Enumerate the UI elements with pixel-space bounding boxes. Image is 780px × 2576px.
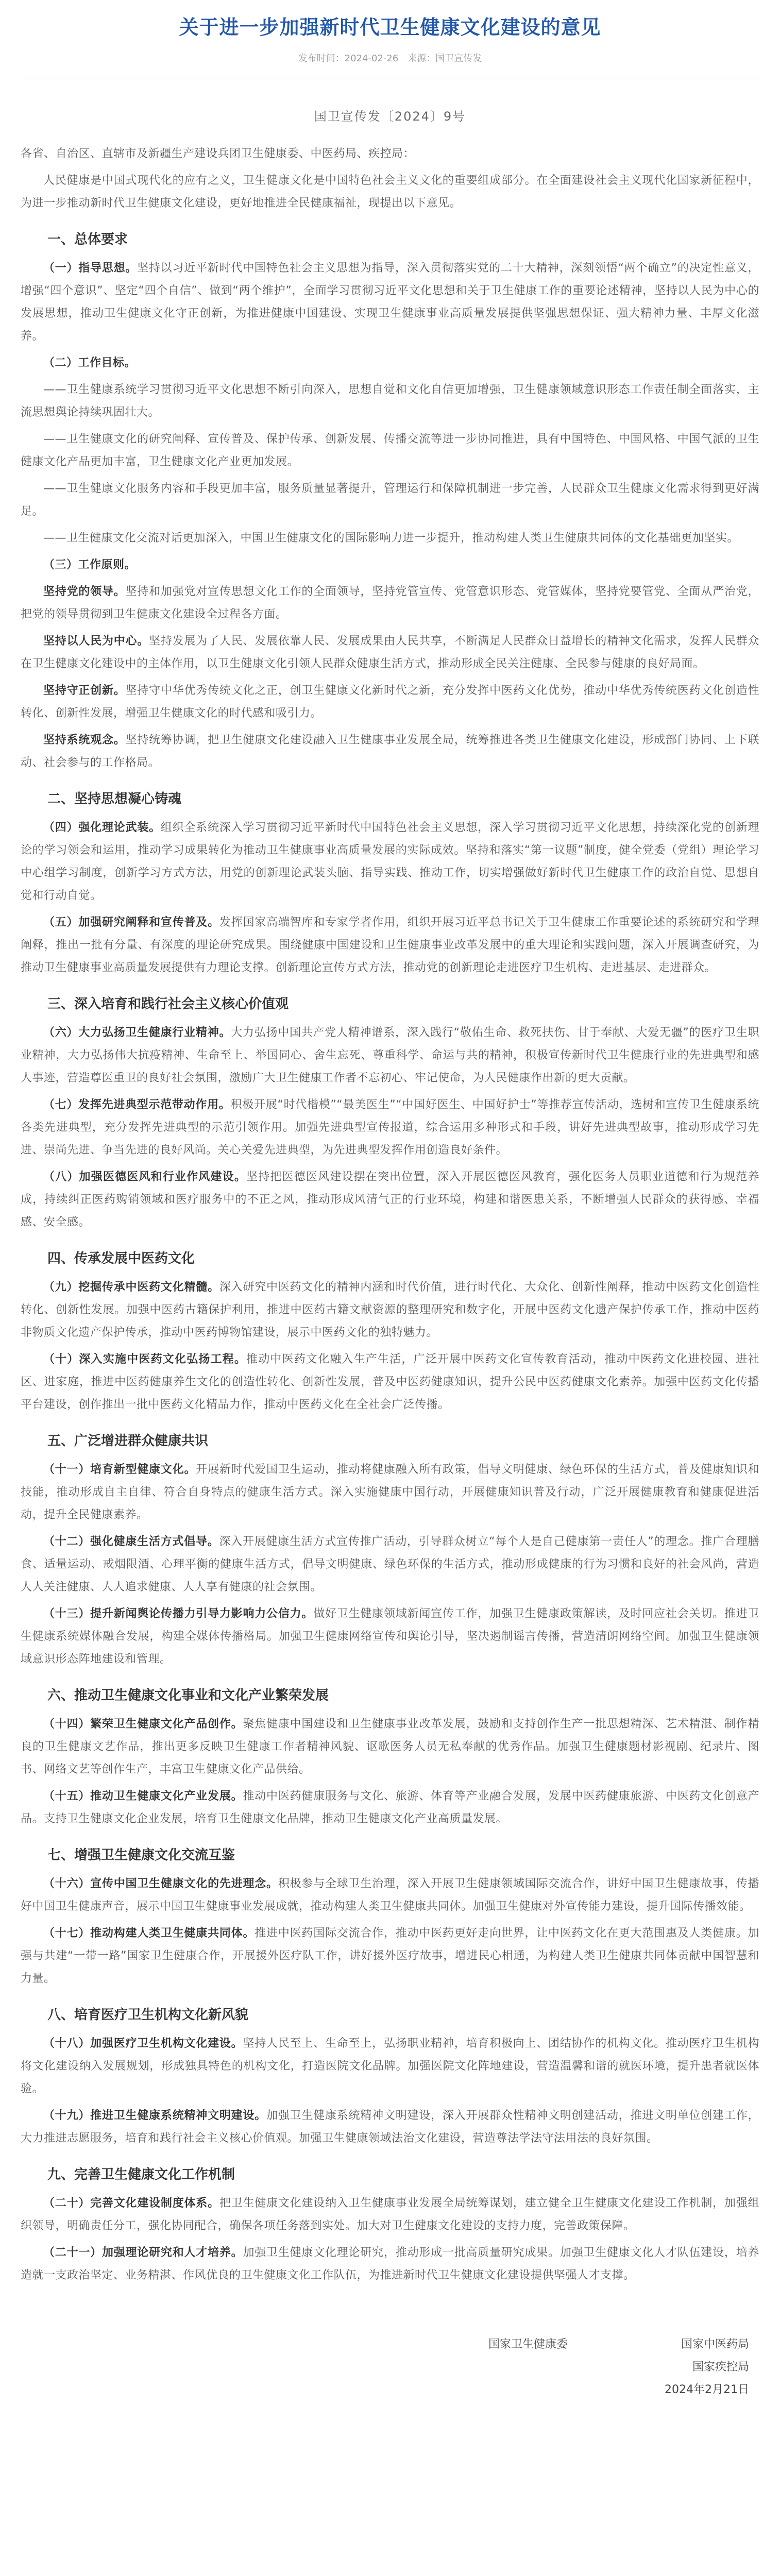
- paragraph-text: 组织全系统深入学习贯彻习近平新时代中国特色社会主义思想，深入学习贯彻习近平文化思想，持续深化党的创新理论的学习领会和运用，推动学习成果转化为推动卫生健康事业高质量发展的实际成效。坚持和落实“第一议题”制度，健全党委（党组）理论学习中心组学习制度，创新学习方式方法，用党的创新理论武装头脑、指导实践、推动工作，切实增强做好新时代卫生健康工作的政治自觉、思想自觉和行动自觉。: [21, 821, 759, 902]
- paragraph: [21, 478, 759, 523]
- section-heading: 九、完善卫生健康文化工作机制: [47, 2167, 235, 2182]
- paragraph: [21, 2032, 759, 2100]
- paragraph: [21, 729, 759, 774]
- paragraph: [21, 1022, 759, 1090]
- paragraph-lead: （十三）提升新闻舆论传播力引导力影响力公信力。: [43, 1607, 314, 1620]
- paragraph-text: 深入研究中医药文化的精神内涵和时代价值，进行时代化、大众化、创新性阐释，推动中医药文化创造性转化、创新性发展。加强中医药古籍保护利用，推进中医药古籍文献资源的整理研究和数字化，开展中医药文化遗产保护传承工作，推动中医药非物质文化遗产保护传承，推动中医药博物馆建设，展示中医药文化的独特魅力。: [21, 1281, 759, 1339]
- paragraph-lead: （十）深入实施中医药文化弘扬工程。: [43, 1353, 247, 1366]
- paragraph-text: 大力弘扬中国共产党人精神谱系，深入践行“敬佑生命、救死扶伤、甘于奉献、大爱无疆”的医疗卫生职业精神，大力弘扬伟大抗疫精神、生命至上、举国同心、舍生忘死、尊重科学、命运与共的精神，积极宣传新时代卫生健康行业的先进典型和感人事迹，营造尊医重卫的良好社会氛围，激励广大卫生健康工作者不忘初心、牢记使命，为人民健康作出新的更大贡献。: [21, 1026, 759, 1084]
- article-body: [21, 143, 759, 2287]
- section-heading: 二、坚持思想凝心铸魂: [47, 791, 182, 807]
- paragraph: [21, 143, 759, 165]
- paragraph: [21, 2192, 759, 2238]
- paragraph-lead: 坚持以人民为中心。: [43, 635, 149, 648]
- paragraph: [21, 1276, 759, 1344]
- paragraph-text: 积极参与全球卫生治理，深入开展卫生健康领域国际交流合作，讲好中国卫生健康故事，传播好中国卫生健康声音，展示中国卫生健康事业发展成就，推动构建人类卫生健康共同体。加强卫生健康对外宣传能力建设，提升国际传播效能。: [21, 1877, 759, 1913]
- signature-row: [21, 2333, 759, 2379]
- paragraph: [21, 911, 759, 979]
- paragraph-lead: （十五）推动卫生健康文化产业发展。: [43, 1790, 243, 1803]
- paragraph: [21, 554, 759, 577]
- paragraph-lead: （十二）强化健康生活方式倡导。: [43, 1535, 219, 1548]
- paragraph-text: 加强卫生健康文化理论研究，推动形成一批高质量研究成果。加强卫生健康文化人才队伍建设，培养造就一支政治坚定、业务精湛、作风优良的卫生健康文化工作队伍，为推进新时代卫生健康文化建设提供坚强人才支撑。: [21, 2246, 759, 2282]
- paragraph: [21, 1348, 759, 1416]
- paragraph-lead: （五）加强研究阐释和宣传普及。: [43, 916, 219, 929]
- paragraph-text: 坚持发展为了人民、发展依靠人民、发展成果由人民共享，不断满足人民群众日益增长的精神文化需求，发挥人民群众在卫生健康文化建设中的主体作用，以卫生健康文化引领人民群众健康生活方式，推动形成全民关注健康、全民参与健康的良好局面。: [21, 635, 759, 670]
- paragraph: [21, 257, 759, 348]
- paragraph-lead: （十六）宣传中国卫生健康文化的先进理念。: [43, 1877, 278, 1890]
- paragraph-text: 推进中医药国际交流合作，推动中医药更好走向世界，让中医药文化在更大范围惠及人类健康。加强与共建“一带一路”国家卫生健康合作，开展援外医疗队工作，讲好援外医疗故事，增进民心相通，为构建人类卫生健康共同体贡献中国智慧和力量。: [21, 1927, 759, 1985]
- paragraph: [21, 2105, 759, 2150]
- paragraph: [21, 379, 759, 424]
- paragraph: [21, 1094, 759, 1162]
- paragraph-text: 坚持统筹协调，把卫生健康文化建设融入卫生健康事业发展全局，统筹推进各类卫生健康文化建设，形成部门协同、上下联动、社会参与的工作格局。: [21, 734, 759, 769]
- paragraph-text: 发挥国家高端智库和专家学者作用，组织开展习近平总书记关于卫生健康工作重要论述的系统研究和学理阐释，推出一批有分量、有深度的理论研究成果。围绕健康中国建设和卫生健康事业改革发展中的重大理论和实践问题，深入开展调查研究，为推动卫生健康事业高质量发展提供有力理论支撑。创新理论宣传方式方法，推动党的创新理论走进医疗卫生机构、走进基层、走进群众。: [21, 916, 759, 974]
- paragraph-text: 坚持和加强党对宣传思想文化工作的全面领导，坚持党管宣传、党管意识形态、党管媒体，坚持党要管党、全面从严治党，把党的领导贯彻到卫生健康文化建设全过程各方面。: [21, 585, 759, 621]
- paragraph: [21, 680, 759, 725]
- paragraph-lead: （十一）培育新型健康文化。: [43, 1463, 196, 1476]
- paragraph-lead: （二）工作目标。: [43, 357, 137, 369]
- article-meta: 发布时间：2024-02-26 来源：国卫宣传发: [298, 53, 482, 64]
- paragraph-text: 坚持把医德医风建设摆在突出位置，深入开展医德医风教育，强化医务人员职业道德和行为规范养成，持续纠正医药购销领域和医疗服务中的不正之风，推动形成风清气正的行业环境，构建和谐医患关系，不断增强人民群众的获得感、幸福感、安全感。: [21, 1171, 759, 1229]
- paragraph-lead: （二十）完善文化建设制度体系。: [43, 2197, 219, 2210]
- section-heading: 七、增强卫生健康文化交流互鉴: [47, 1848, 235, 1863]
- paragraph-text: 人民健康是中国式现代化的应有之义，卫生健康文化是中国特色社会主义文化的重要组成部分。在全面建设社会主义现代化国家新征程中，为进一步推动新时代卫生健康文化建设，更好地推进全民健康福祉，现提出以下意见。: [21, 174, 759, 210]
- paragraph: [21, 1166, 759, 1234]
- section-heading: 三、深入培育和践行社会主义核心价值观: [47, 996, 289, 1012]
- section-heading: 五、广泛增进群众健康共识: [47, 1433, 209, 1449]
- paragraph-text: 开展新时代爱国卫生运动，推动将健康融入所有政策，倡导文明健康、绿色环保的生活方式，普及健康知识和技能，推动形成自主自律、符合自身特点的健康生活方式。深入实施健康中国行动，开展健康知识普及行动，广泛开展健康教育和健康促进活动，提升全民健康素养。: [21, 1463, 759, 1521]
- paragraph: [21, 1531, 759, 1599]
- signature-block: [21, 2333, 759, 2467]
- paragraph-text: 推动中医药文化融入生产生活，广泛开展中医药文化宣传教育活动，推动中医药文化进校园、进社区、进家庭，推进中医药健康养生文化的创造性转化、创新性发展，普及中医药健康知识，提升公民中医药健康文化素养。加强中医药文化传播平台建设，创作推出一批中医药文化精品力作，推动中医药文化在全社会广泛传播。: [21, 1353, 759, 1411]
- paragraph: [21, 527, 759, 550]
- paragraph: [21, 170, 759, 215]
- paragraph-lead: （六）大力弘扬卫生健康行业精神。: [43, 1026, 231, 1039]
- paragraph: [21, 817, 759, 907]
- section-heading: 一、总体要求: [47, 232, 128, 247]
- paragraph: [21, 1459, 759, 1527]
- paragraph: [21, 352, 759, 375]
- signature-right-group: [681, 2333, 749, 2379]
- paragraph-lead: （七）发挥先进典型示范带动作用。: [43, 1098, 231, 1111]
- paragraph-text: 做好卫生健康领域新闻宣传工作，加强卫生健康政策解读，及时回应社会关切。推进卫生健康系统媒体融合发展，构建全媒体传播格局。加强卫生健康网络宣传和舆论引导，坚决遏制谣言传播，营造清朗网络空间。加强卫生健康领域意识形态阵地建设和管理。: [21, 1607, 759, 1666]
- paragraph-lead: （一）指导思想。: [43, 262, 138, 275]
- article-title: 关于进一步加强新时代卫生健康文化建设的意见: [179, 16, 601, 39]
- signature-right-2: 国家疾控局: [692, 2361, 749, 2374]
- paragraph: [21, 2242, 759, 2287]
- section-heading: 六、推动卫生健康文化事业和文化产业繁荣发展: [47, 1688, 329, 1703]
- signature-left: 国家卫生健康委: [488, 2338, 568, 2351]
- paragraph-lead: （四）强化理论武装。: [43, 821, 161, 834]
- paragraph-lead: （十九）推进卫生健康系统精神文明建设。: [43, 2109, 267, 2122]
- paragraph-text: 聚焦健康中国建设和卫生健康事业改革发展，鼓励和支持创作生产一批思想精深、艺术精湛、制作精良的卫生健康文艺作品，推出更多反映卫生健康工作者精神风貌、讴歌医务人员无私奉献的优秀作品。加强卫生健康题材影视剧、纪录片、图书、网络文艺等创作生产，丰富卫生健康文化产品供给。: [21, 1718, 759, 1776]
- paragraph: [21, 428, 759, 473]
- document-number: 国卫宣传发〔2024〕9号: [314, 109, 466, 124]
- section-heading: 八、培育医疗卫生机构文化新风貌: [47, 2007, 249, 2023]
- paragraph-text: ——卫生健康文化服务内容和手段更加丰富，服务质量显著提升，管理运行和保障机制进一步完善，人民群众卫生健康文化需求得到更好满足。: [21, 482, 759, 518]
- paragraph-lead: （三）工作原则。: [43, 558, 137, 571]
- paragraph-lead: （十四）繁荣卫生健康文化产品创作。: [43, 1718, 243, 1731]
- paragraph-lead: （九）挖掘传承中医药文化精髓。: [43, 1281, 219, 1294]
- paragraph-text: 坚持以习近平新时代中国特色社会主义思想为指导，深入贯彻落实党的二十大精神，深刻领悟“两个确立”的决定性意义，增强“四个意识”、坚定“四个自信”、做到“两个维护”，全面学习贯彻习近平文化思想和关于卫生健康工作的重要论述精神，坚持以人民为中心的发展思想，推动卫生健康文化守正创新，为推进健康中国建设、实现卫生健康事业高质量发展提供坚强思想保证、强大精神力量、丰厚文化滋养。: [21, 262, 759, 343]
- paragraph: [21, 1785, 759, 1831]
- paragraph-text: ——卫生健康文化交流对话更加深入，中国卫生健康文化的国际影响力进一步提升，推动构建人类卫生健康共同体的文化基础更加坚实。: [43, 532, 739, 545]
- paragraph-lead: 坚持守正创新。: [43, 684, 126, 697]
- paragraph-text: 加强卫生健康系统精神文明建设，深入开展群众性精神文明创建活动，推进文明单位创建工作，大力推进志愿服务，培育和践行社会主义核心价值观。加强卫生健康领域法治文化建设，营造尊法学法守法用法的良好氛围。: [21, 2109, 759, 2145]
- paragraph-text: ——卫生健康系统学习贯彻习近平文化思想不断引向深入，思想自觉和文化自信更加增强，卫生健康领域意识形态工作责任制全面落实，主流思想舆论持续巩固壮大。: [21, 383, 759, 419]
- paragraph-lead: 坚持系统观念。: [43, 734, 126, 747]
- paragraph-lead: （八）加强医德医风和行业作风建设。: [43, 1171, 247, 1183]
- paragraph: [21, 630, 759, 675]
- paragraph-text: 各省、自治区、直辖市及新疆生产建设兵团卫生健康委、中医药局、疾控局：: [21, 147, 415, 160]
- paragraph: [21, 1603, 759, 1671]
- paragraph-text: ——卫生健康文化的研究阐释、宣传普及、保护传承、创新发展、传播交流等进一步协同推进，具有中国特色、中国风格、中国气派的卫生健康文化产品更加丰富，卫生健康文化产业更加发展。: [21, 433, 759, 468]
- paragraph-text: 把卫生健康文化建设纳入卫生健康事业发展全局统筹谋划，建立健全卫生健康文化建设工作机制，加强组织领导，明确责任分工，强化协同配合，确保各项任务落到实处。加大对卫生健康文化建设的支持力度，完善政策保障。: [21, 2197, 759, 2232]
- paragraph-text: 坚持守中华优秀传统文化之正，创卫生健康文化新时代之新，充分发挥中医药文化优势，推动中华优秀传统医药文化创造性转化、创新性发展，增强卫生健康文化的时代感和吸引力。: [21, 684, 759, 720]
- paragraph-text: 深入开展健康生活方式宣传推广活动，引导群众树立“每个人是自己健康第一责任人”的理念。推广合理膳食、适量运动、戒烟限酒、心理平衡的健康生活方式，倡导文明健康、绿色环保的生活方式，推动形成健康的行为习惯和良好的社会风尚，营造人人关注健康、人人追求健康、人人享有健康的社会氛围。: [21, 1535, 759, 1594]
- paragraph-text: 推动中医药健康服务与文化、旅游、体育等产业融合发展，发展中医药健康旅游、中医药文化创意产品。支持卫生健康文化企业发展，培育卫生健康文化品牌，推动卫生健康文化产业高质量发展。: [21, 1790, 759, 1825]
- paragraph: [21, 1713, 759, 1781]
- paragraph-lead: （十八）加强医疗卫生机构文化建设。: [43, 2037, 243, 2050]
- section-heading: 四、传承发展中医药文化: [47, 1251, 195, 1266]
- signature-right-1: 国家中医药局: [681, 2338, 749, 2351]
- paragraph-text: 坚持人民至上、生命至上，弘扬职业精神，培育积极向上、团结协作的机构文化。推动医疗卫生机构将文化建设纳入发展规划，形成独具特色的机构文化，打造医院文化品牌。加强医院文化阵地建设，营造温馨和谐的就医环境，提升患者就医体验。: [21, 2037, 759, 2095]
- paragraph: [21, 1873, 759, 1918]
- paragraph-text: 积极开展“时代楷模”“最美医生”“中国好医生、中国好护士”等推荐宣传活动，选树和宣传卫生健康系统各类先进典型，充分发挥先进典型的示范引领作用。加强先进典型宣传报道，综合运用多种形式和手段，讲好先进典型故事，推动形成学习先进、崇尚先进、争当先进的良好风尚。关心关爱先进典型，为先进典型发挥作用创造良好条件。: [21, 1098, 759, 1157]
- paragraph-lead: （二十一）加强理论研究和人才培养。: [43, 2246, 243, 2259]
- paragraph: [21, 581, 759, 626]
- paragraph-lead: 坚持党的领导。: [43, 585, 126, 598]
- paragraph-lead: （十七）推动构建人类卫生健康共同体。: [43, 1927, 255, 1940]
- paragraph: [21, 1922, 759, 1990]
- signature-date: 2024年2月21日: [665, 2383, 749, 2396]
